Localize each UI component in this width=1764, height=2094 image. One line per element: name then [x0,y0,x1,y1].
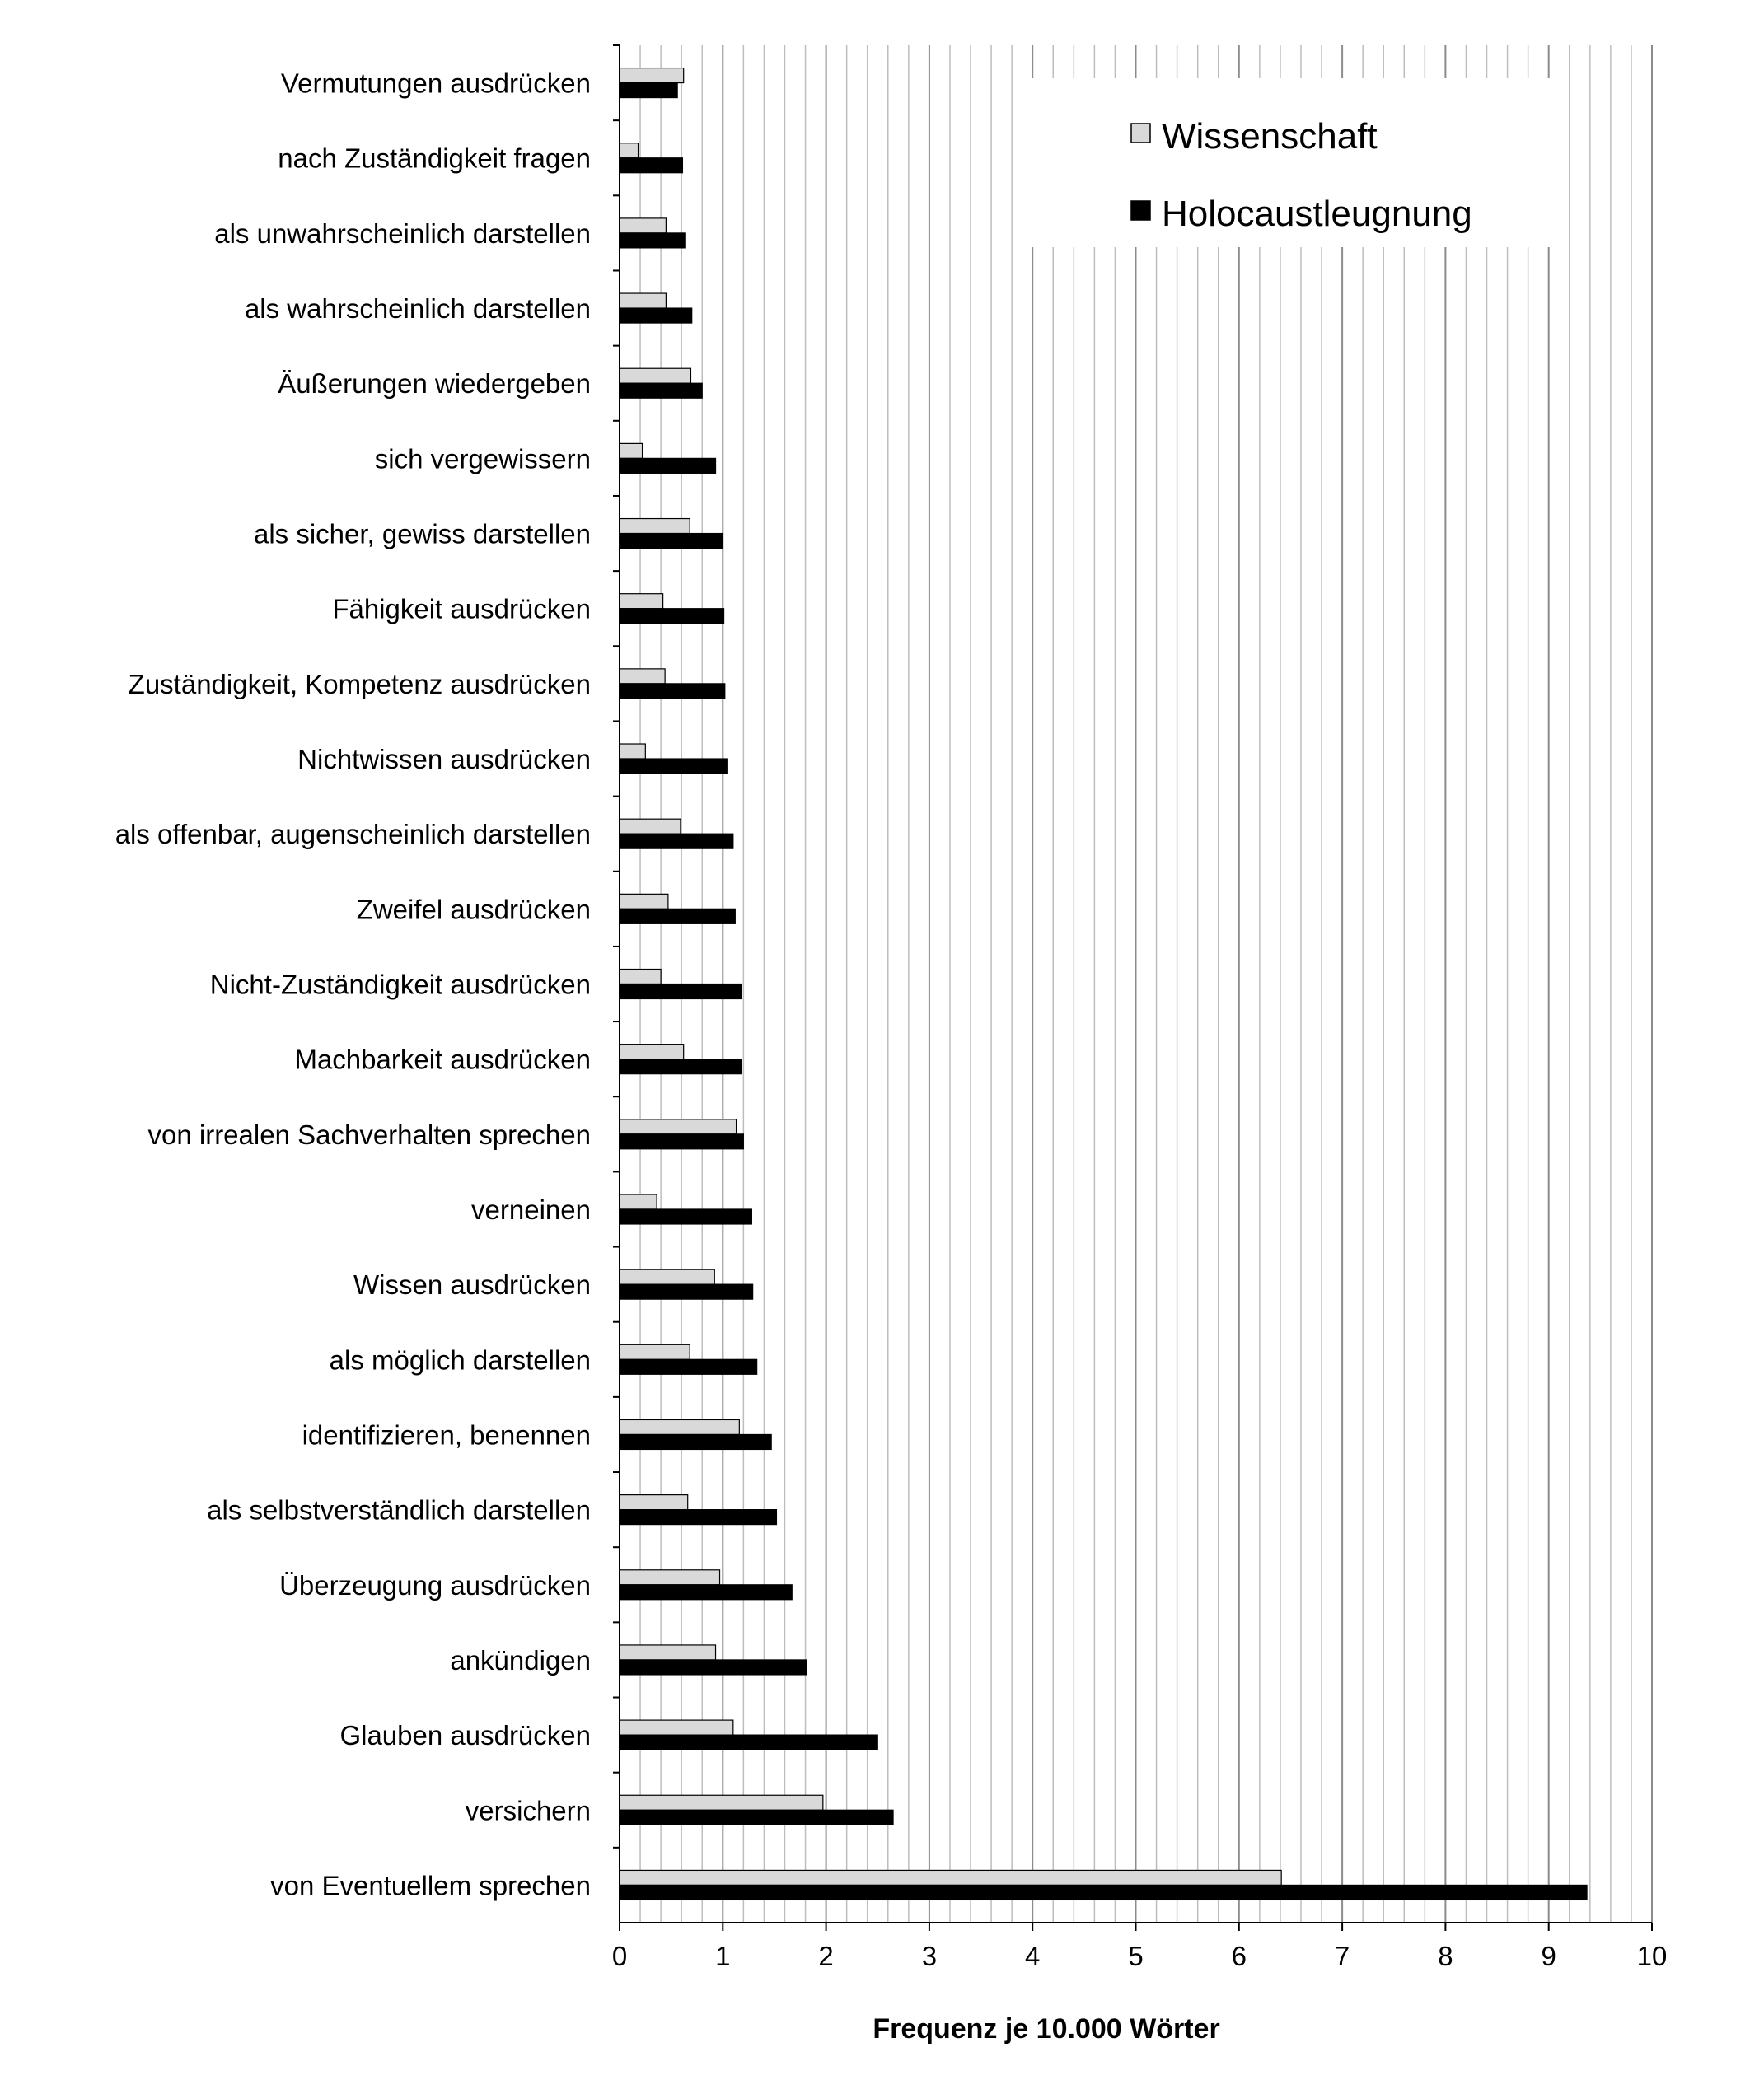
bar-holocaustleugnung [620,1510,776,1525]
category-label: als möglich darstellen [329,1344,591,1376]
category-label: Fähigkeit ausdrücken [332,593,591,624]
bar-wissenschaft [620,1870,1281,1885]
bar-holocaustleugnung [620,1209,751,1224]
bar-wissenschaft [620,894,668,909]
bar-holocaustleugnung [620,834,733,848]
bar-wissenschaft [620,1570,720,1585]
bar-holocaustleugnung [620,1810,893,1825]
legend-swatch-wissenschaft [1131,124,1150,143]
category-label: Wissen ausdrücken [353,1269,591,1301]
x-tick-label: 3 [921,1941,938,1971]
bar-holocaustleugnung [620,609,724,624]
bar-holocaustleugnung [620,1660,807,1675]
bar-holocaustleugnung [620,458,716,473]
bar-wissenschaft [620,368,690,383]
bar-wissenschaft [620,1720,733,1735]
bar-holocaustleugnung [620,1585,792,1600]
gridlines [640,45,1652,1923]
bar-wissenschaft [620,1495,688,1510]
bar-holocaustleugnung [620,83,677,98]
bar-wissenschaft [620,1119,737,1134]
x-tick-label: 4 [1025,1941,1041,1971]
bar-wissenschaft [620,970,661,984]
bar-wissenschaft [620,1419,739,1434]
x-axis-title: Frequenz je 10.000 Wörter [873,2013,1220,2045]
bar-holocaustleugnung [620,1059,742,1074]
legend-label-wissenschaft: Wissenschaft [1162,116,1378,157]
category-label: Überzeugung ausdrücken [279,1569,591,1601]
bar-wissenschaft [620,669,665,684]
x-axis [612,45,1668,1971]
x-tick-label: 10 [1636,1941,1668,1971]
category-label: Glauben ausdrücken [339,1720,591,1751]
category-label: Zuständigkeit, Kompetenz ausdrücken [128,668,591,699]
x-tick-label: 1 [715,1941,731,1971]
bar-holocaustleugnung [620,684,725,699]
bar-holocaustleugnung [620,984,742,999]
bar-wissenschaft [620,143,639,158]
category-label: als unwahrscheinlich darstellen [214,217,591,249]
bar-holocaustleugnung [620,1284,753,1299]
bar-wissenschaft [620,293,666,308]
bar-holocaustleugnung [620,158,682,173]
bar-holocaustleugnung [620,383,702,398]
bar-wissenschaft [620,1344,690,1359]
category-label: identifizieren, benennen [302,1419,591,1451]
bar-holocaustleugnung [620,909,735,923]
x-tick-label: 0 [611,1941,628,1971]
category-label: als selbstverständlich darstellen [207,1494,591,1526]
x-tick-label: 6 [1231,1941,1247,1971]
category-label: nach Zuständigkeit fragen [278,143,591,174]
bar-holocaustleugnung [620,1735,877,1750]
bar-holocaustleugnung [620,1359,757,1374]
category-label: versichern [465,1795,591,1826]
category-label: Nichtwissen ausdrücken [297,744,591,775]
bar-wissenschaft [620,1045,684,1059]
category-label: Zweifel ausdrücken [356,894,591,925]
bar-wissenschaft [620,594,663,609]
bar-wissenschaft [620,443,643,458]
legend-label-holocaustleugnung: Holocaustleugnung [1162,194,1472,234]
bar-wissenschaft [620,744,645,759]
category-labels [115,45,620,1900]
category-label: verneinen [471,1194,591,1225]
category-label: Machbarkeit ausdrücken [294,1044,591,1075]
category-label: Nicht-Zuständigkeit ausdrücken [209,969,591,1000]
category-label: von irrealen Sachverhalten sprechen [147,1119,591,1150]
category-label: Äußerungen wiedergeben [278,368,591,400]
bar-wissenschaft [620,1194,657,1209]
category-label: Vermutungen ausdrücken [280,68,591,99]
bar-holocaustleugnung [620,233,685,248]
category-label: als wahrscheinlich darstellen [244,293,591,325]
category-label: von Eventuellem sprechen [270,1870,591,1901]
bar-wissenschaft [620,1645,716,1660]
bar-holocaustleugnung [620,534,723,549]
bar-holocaustleugnung [620,1134,743,1149]
bar-wissenschaft [620,1795,823,1810]
category-label: ankündigen [450,1644,591,1676]
bar-holocaustleugnung [620,1885,1587,1900]
bar-holocaustleugnung [620,308,692,323]
bar-wissenschaft [620,819,681,834]
category-label: als sicher, gewiss darstellen [253,518,591,549]
x-tick-label: 9 [1541,1941,1556,1971]
legend-swatch-holocaustleugnung [1131,201,1150,220]
category-label: sich vergewissern [374,443,591,474]
category-label: als offenbar, augenscheinlich darstellen [115,819,591,850]
x-tick-label: 2 [818,1941,834,1971]
bar-wissenschaft [620,218,666,233]
bar-wissenschaft [620,519,690,534]
x-tick-label: 8 [1438,1941,1453,1971]
bar-holocaustleugnung [620,1434,771,1449]
bar-wissenschaft [620,68,684,83]
x-tick-label: 7 [1334,1941,1350,1971]
bar-wissenschaft [620,1269,714,1284]
bar-holocaustleugnung [620,759,727,774]
x-tick-label: 5 [1128,1941,1144,1971]
legend [1026,78,1565,247]
